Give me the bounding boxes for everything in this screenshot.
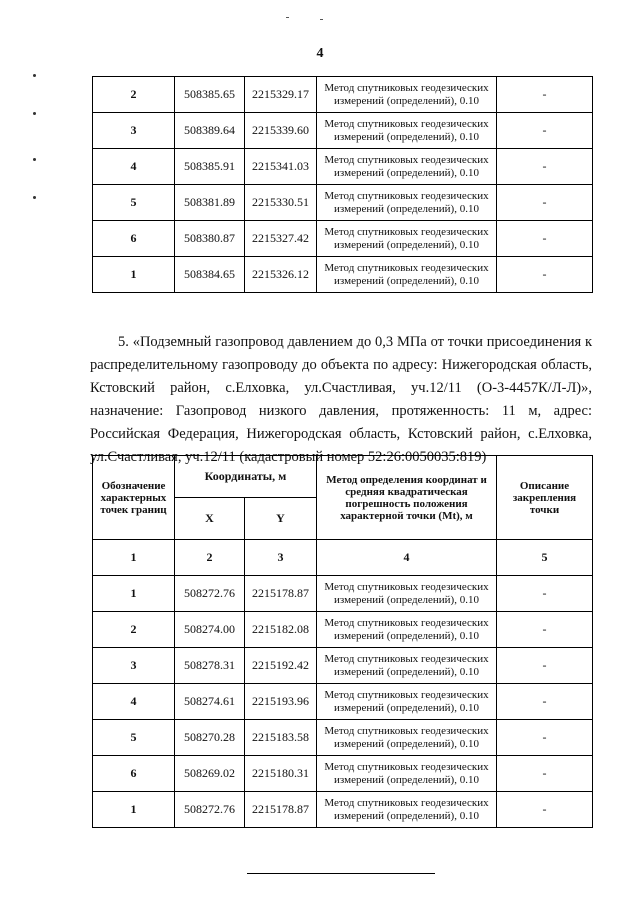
point-cell: 3 — [93, 648, 175, 684]
y-cell: 2215178.87 — [245, 576, 317, 612]
scan-speck — [33, 196, 36, 199]
method-cell: Метод спутниковых геодезических измерений (определений), 0.10 — [317, 221, 497, 257]
point-cell: 5 — [93, 185, 175, 221]
header-x: X — [175, 498, 245, 540]
scan-speck — [33, 74, 36, 77]
scan-speck — [33, 158, 36, 161]
method-cell: Метод спутниковых геодезических измерений (определений), 0.10 — [317, 185, 497, 221]
x-cell: 508384.65 — [175, 257, 245, 293]
fixing-cell: - — [497, 792, 593, 828]
column-number: 3 — [245, 540, 317, 576]
coordinates-table — [92, 455, 593, 828]
fixing-cell: - — [497, 756, 593, 792]
x-cell: 508385.91 — [175, 149, 245, 185]
x-cell: 508385.65 — [175, 77, 245, 113]
x-cell: 508272.76 — [175, 792, 245, 828]
table-row — [93, 756, 593, 792]
header-points: Обозначение характерных точек границ — [93, 456, 175, 540]
method-cell: Метод спутниковых геодезических измерений (определений), 0.10 — [317, 113, 497, 149]
object-description-paragraph: 5. «Подземный газопровод давлением до 0,3 МПа от точки присоединения к распределительному газопроводу до объекта по адресу: Нижегородская область, Кстовский район, с.Елховка, ул.Счастливая, уч.12/11 (О-3-4457К/Л-Л)», назначение: Газопровод низкого давления, протяженность: 11 м, адрес: Российская Федерация, Нижегородская область, Кстовский район, с.Елховка, ул.Счастливая, уч.12/11 (кадастровый номер 52:26:0050035:819) — [90, 333, 592, 465]
fixing-cell: - — [497, 185, 593, 221]
method-cell: Метод спутниковых геодезических измерений (определений), 0.10 — [317, 648, 497, 684]
table-row — [93, 257, 593, 293]
y-cell: 2215326.12 — [245, 257, 317, 293]
table-row — [93, 77, 593, 113]
x-cell: 508274.00 — [175, 612, 245, 648]
fixing-cell: - — [497, 257, 593, 293]
table-row — [93, 221, 593, 257]
table-row — [93, 185, 593, 221]
y-cell: 2215180.31 — [245, 756, 317, 792]
header-method: Метод определения координат и средняя квадратическая погрешность положения характерной точки (Mt), м — [317, 456, 497, 540]
table-body — [93, 576, 593, 828]
fixing-cell: - — [497, 684, 593, 720]
method-cell: Метод спутниковых геодезических измерений (определений), 0.10 — [317, 756, 497, 792]
point-cell: 2 — [93, 77, 175, 113]
page-number: 4 — [316, 46, 324, 61]
y-cell: 2215192.42 — [245, 648, 317, 684]
point-cell: 3 — [93, 113, 175, 149]
x-cell: 508278.31 — [175, 648, 245, 684]
x-cell: 508381.89 — [175, 185, 245, 221]
column-number: 4 — [317, 540, 497, 576]
table-row — [93, 576, 593, 612]
point-cell: 4 — [93, 684, 175, 720]
y-cell: 2215193.96 — [245, 684, 317, 720]
point-cell: 4 — [93, 149, 175, 185]
fixing-cell: - — [497, 720, 593, 756]
fixing-cell: - — [497, 612, 593, 648]
table-row — [93, 792, 593, 828]
fixing-cell: - — [497, 77, 593, 113]
y-cell: 2215178.87 — [245, 792, 317, 828]
coordinates-table-continued — [92, 76, 593, 293]
table-row — [93, 612, 593, 648]
table-row — [93, 648, 593, 684]
column-number: 1 — [93, 540, 175, 576]
fixing-cell: - — [497, 113, 593, 149]
point-cell: 1 — [93, 576, 175, 612]
x-cell: 508270.28 — [175, 720, 245, 756]
x-cell: 508389.64 — [175, 113, 245, 149]
point-cell: 2 — [93, 612, 175, 648]
method-cell: Метод спутниковых геодезических измерений (определений), 0.10 — [317, 720, 497, 756]
y-cell: 2215182.08 — [245, 612, 317, 648]
scan-mark — [286, 17, 289, 18]
point-cell: 6 — [93, 221, 175, 257]
x-cell: 508274.61 — [175, 684, 245, 720]
header-coordinates: Координаты, м — [175, 456, 317, 498]
y-cell: 2215341.03 — [245, 149, 317, 185]
method-cell: Метод спутниковых геодезических измерений (определений), 0.10 — [317, 257, 497, 293]
footer-rule — [247, 873, 435, 874]
column-number: 2 — [175, 540, 245, 576]
header-fixing: Описание закрепления точки — [497, 456, 593, 540]
method-cell: Метод спутниковых геодезических измерений (определений), 0.10 — [317, 612, 497, 648]
method-cell: Метод спутниковых геодезических измерений (определений), 0.10 — [317, 684, 497, 720]
table-row — [93, 113, 593, 149]
method-cell: Метод спутниковых геодезических измерений (определений), 0.10 — [317, 792, 497, 828]
method-cell: Метод спутниковых геодезических измерений (определений), 0.10 — [317, 576, 497, 612]
scan-speck — [33, 112, 36, 115]
fixing-cell: - — [497, 149, 593, 185]
y-cell: 2215330.51 — [245, 185, 317, 221]
header-y: Y — [245, 498, 317, 540]
x-cell: 508269.02 — [175, 756, 245, 792]
table-row — [93, 720, 593, 756]
fixing-cell: - — [497, 576, 593, 612]
y-cell: 2215329.17 — [245, 77, 317, 113]
fixing-cell: - — [497, 221, 593, 257]
y-cell: 2215339.60 — [245, 113, 317, 149]
method-cell: Метод спутниковых геодезических измерений (определений), 0.10 — [317, 77, 497, 113]
table-row — [93, 149, 593, 185]
x-cell: 508272.76 — [175, 576, 245, 612]
y-cell: 2215327.42 — [245, 221, 317, 257]
method-cell: Метод спутниковых геодезических измерений (определений), 0.10 — [317, 149, 497, 185]
point-cell: 5 — [93, 720, 175, 756]
x-cell: 508380.87 — [175, 221, 245, 257]
y-cell: 2215183.58 — [245, 720, 317, 756]
point-cell: 6 — [93, 756, 175, 792]
column-number: 5 — [497, 540, 593, 576]
point-cell: 1 — [93, 792, 175, 828]
table-row — [93, 684, 593, 720]
scan-mark — [320, 19, 323, 20]
point-cell: 1 — [93, 257, 175, 293]
fixing-cell: - — [497, 648, 593, 684]
table-body — [93, 77, 593, 293]
